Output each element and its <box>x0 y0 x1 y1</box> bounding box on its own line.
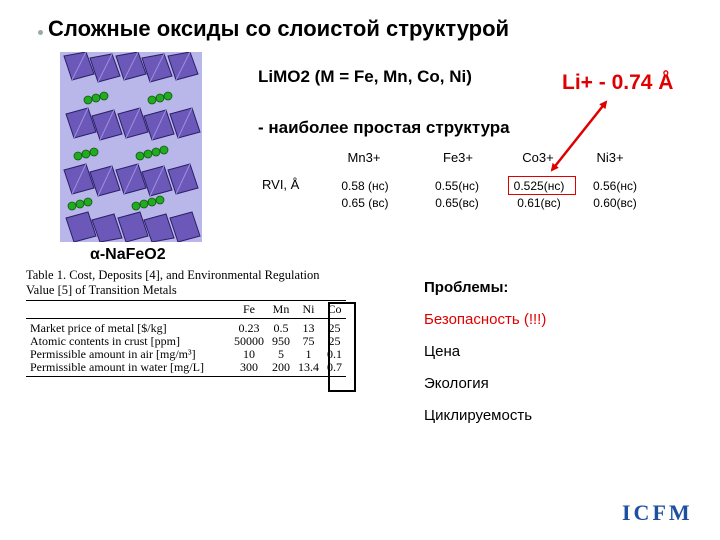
table-cell: 0.1 <box>327 347 342 361</box>
ion-header-co: Co3+ <box>522 150 554 165</box>
table-cell: 50000 <box>234 334 264 348</box>
radius-ls-co: 0.525(нс) <box>513 179 565 193</box>
problem-item-cost: Цена <box>424 343 461 360</box>
cost-table-caption-line2: Value [5] of Transition Metals <box>26 283 177 297</box>
table-row-label: Market price of metal [$/kg] <box>30 321 167 335</box>
table-cell: 0.23 <box>238 321 260 335</box>
cost-table-caption <box>26 268 320 298</box>
table-cell: 75 <box>302 334 315 348</box>
radius-hs-co: 0.61(вс) <box>517 196 561 210</box>
formula-text: LiMO2 (M = Fe, Mn, Co, Ni) <box>258 67 472 86</box>
cost-table <box>26 300 346 377</box>
table-cell: 13 <box>302 321 315 335</box>
ion-header-mn: Mn3+ <box>347 150 381 165</box>
bullet-dot <box>38 30 43 35</box>
table-row-label: Permissible amount in air [mg/m³] <box>30 347 196 361</box>
radius-hs-fe: 0.65(вс) <box>435 196 479 210</box>
table-cell: 950 <box>272 334 290 348</box>
li-ionic-radius: Li+ - 0.74 Å <box>562 71 674 94</box>
radius-values-mn <box>330 178 400 212</box>
table-header-cell <box>26 301 230 319</box>
ion-header-ni: Ni3+ <box>596 150 624 165</box>
table-cell: 13.4 <box>294 361 323 377</box>
table-header-row <box>26 301 346 319</box>
table-cell: 1 <box>305 347 312 361</box>
crystal-structure-image <box>60 52 202 242</box>
table-cell: 0.5 <box>273 321 289 335</box>
table-cell: 0.7 <box>323 361 346 377</box>
radius-hs-mn: 0.65 (вс) <box>341 196 389 210</box>
table-row <box>26 361 346 377</box>
slide-title: Сложные оксиды со слоистой структурой <box>48 16 510 41</box>
problem-item-safety: Безопасность (!!!) <box>424 311 547 328</box>
radius-ls-ni: 0.56(нс) <box>593 179 637 193</box>
radius-ls-mn: 0.58 (нс) <box>341 179 389 193</box>
table-cell: 25 <box>328 321 341 335</box>
table-cell: 10 <box>243 347 255 361</box>
table-header-cell: Co <box>323 301 346 319</box>
problem-item-cycling: Циклируемость <box>424 407 533 424</box>
table-row-label: Atomic contents in crust [ppm] <box>30 334 180 348</box>
radius-hs-ni: 0.60(вс) <box>593 196 637 210</box>
table-header-cell: Mn <box>268 301 294 319</box>
radius-values-ni <box>580 178 650 212</box>
table-cell: 5 <box>278 347 284 361</box>
table-cell: 200 <box>268 361 294 377</box>
ion-header-fe: Fe3+ <box>443 150 473 165</box>
icfm-logo: ICFM <box>622 500 693 525</box>
problems-heading: Проблемы: <box>424 279 509 296</box>
simplest-structure-text: - наиболее простая структура <box>258 118 510 137</box>
nafeo2-label: α-NaFeO2 <box>90 246 166 263</box>
radius-ls-fe: 0.55(нс) <box>435 179 479 193</box>
co-column-highlight-box <box>328 302 356 392</box>
table-header-cell: Fe <box>230 301 268 319</box>
co-radius-highlight-box <box>508 176 576 195</box>
cost-table-caption-line1: Table 1. Cost, Deposits [4], and Environmental Regulation <box>26 268 320 282</box>
table-row-label: Permissible amount in water [mg/L] <box>26 361 230 377</box>
double-arrow-icon <box>540 94 620 178</box>
radius-row-label: RVI, Å <box>262 177 300 192</box>
problem-item-ecology: Экология <box>424 375 489 392</box>
table-row <box>26 319 346 336</box>
radius-values-fe <box>422 178 492 212</box>
table-cell: 25 <box>328 334 341 348</box>
table-cell: 300 <box>230 361 268 377</box>
table-header-cell: Ni <box>294 301 323 319</box>
